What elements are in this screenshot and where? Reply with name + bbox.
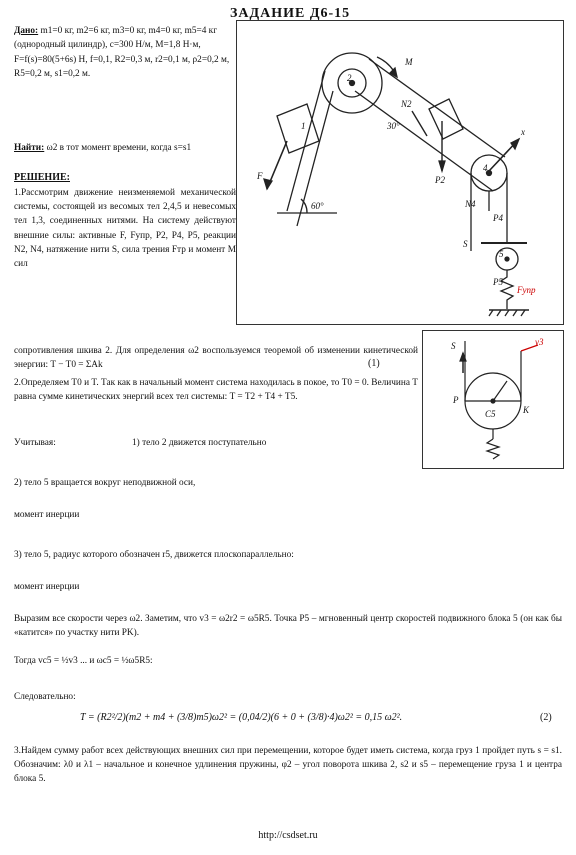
label-S: S (463, 239, 468, 249)
label-30deg: 30° (387, 121, 400, 131)
mechanism-figure (236, 20, 564, 325)
body-5-plane-motion: 3) тело 5, радиус которого обозначен r5, движется плоскопараллельно: (14, 550, 294, 560)
find-label: Найти: (14, 143, 45, 153)
body-5-inertia: момент инерции (14, 510, 80, 520)
label-Fupr: Fупр (517, 285, 536, 295)
solution-paragraph-1: 1.Рассмотрим движение неизменяемой механической системы, состоящей из весомых тел 2,4,5 и невесомых тел 1,3, соединенных нитями. На систему действуют внешние силы: активные F, Fупр, P2, P4, P5, реакции N2, N4, натяжение нити S, сила трения Fтр и момент M сил (14, 188, 236, 270)
body-2-kinetic: 1) тело 2 движется поступательно (132, 438, 267, 448)
body-5-rotation: 2) тело 5 вращается вокруг неподвижной оси, (14, 478, 196, 488)
given-text: m1=0 кг, m2=6 кг, m3=0 кг, m4=0 кг, m5=4 кг (однородный цилиндр), c=300 Н/м, M=1,8 Н·м, F=f(s)=80(5+6s) Н, f=0,1, R2=0,3 м, r2=0,1 м, ρ2=0,2 м, R5=0,2 м, s1=0,2 м. (14, 26, 230, 79)
fig2-label-S: S (451, 341, 456, 351)
label-P4: P4 (493, 213, 503, 223)
equation-1-number: (1) (368, 358, 380, 369)
body-5-plane-inertia: момент инерции (14, 582, 80, 592)
find-block (14, 142, 236, 155)
label-N4: N4 (465, 199, 476, 209)
fig2-label-P: P (453, 395, 459, 405)
solution-paragraph-1-cont: сопротивления шкива 2. Для определения ω2 воспользуемся теоремой об изменении кинетической энергии: T − T0 = ΣAk (14, 346, 418, 370)
solution-paragraph-6: 3.Найдем сумму работ всех действующих внешних сил при перемещении, которое будет иметь система, когда груз 1 пройдет путь s = s1. Обозначим: λ0 и λ1 – начальное и конечное удлинения пружины, φ2 – угол поворота шкива 2, s2 и s5 – перемещение груза 1 и центра блока 5. (14, 746, 562, 784)
block-5-diagram (423, 331, 563, 468)
source-url: http://csdset.ru (258, 830, 318, 841)
fig2-label-v3: v3 (535, 337, 544, 347)
solution-paragraph-2: 2.Определяем T0 и T. Так как в начальный момент система находилась в покое, то T0 = 0. Величина T равна сумме кинетических энергий всех тел системы: T = T2 + T4 + T5. (14, 378, 418, 402)
label-P2: P2 (435, 175, 445, 185)
label-60deg: 60° (311, 201, 324, 211)
label-N2: N2 (401, 99, 412, 109)
mechanism-diagram (237, 21, 563, 324)
considering-label: Учитывая: (14, 438, 56, 448)
label-4: 4 (483, 163, 488, 173)
label-M: M (405, 57, 413, 67)
fig2-label-K: K (523, 405, 530, 415)
equation-2: T = (R2²/2)(m2 + m4 + (3/8)m5)ω2² = (0,04/2)(6 + 0 + (3/8)·4)ω2² = 0,15 ω2². (80, 712, 403, 723)
equation-2-number: (2) (540, 712, 552, 723)
label-P5: P5 (493, 277, 503, 287)
label-5: 5 (499, 249, 504, 259)
solution-heading: РЕШЕНИЕ: (14, 172, 70, 183)
label-2: 2 (347, 73, 352, 83)
load-1 (277, 104, 319, 153)
given-block (14, 24, 236, 81)
fig2-label-C5: C5 (485, 409, 496, 419)
given-label: Дано: (14, 26, 39, 36)
task-title: ЗАДАНИЕ Д6-15 (230, 6, 351, 21)
label-1: 1 (301, 121, 306, 131)
label-x: x (521, 127, 525, 137)
block-5-figure (422, 330, 564, 469)
therefore-label: Следовательно: (14, 692, 76, 702)
solution-paragraph-4: Выразим все скорости через ω2. Заметим, что v3 = ω2r2 = ω5R5. Точка P5 – мгновенный центр скоростей подвижного блока 5 (он как бы «катится» по участку нити PK). (14, 614, 562, 638)
find-text: ω2 в тот момент времени, когда s=s1 (46, 143, 192, 153)
solution-paragraph-4b: Тогда vc5 = ½v3 ... и ωc5 = ½ω5R5: (14, 656, 153, 666)
load-3 (429, 99, 463, 139)
label-F: F (257, 171, 263, 181)
